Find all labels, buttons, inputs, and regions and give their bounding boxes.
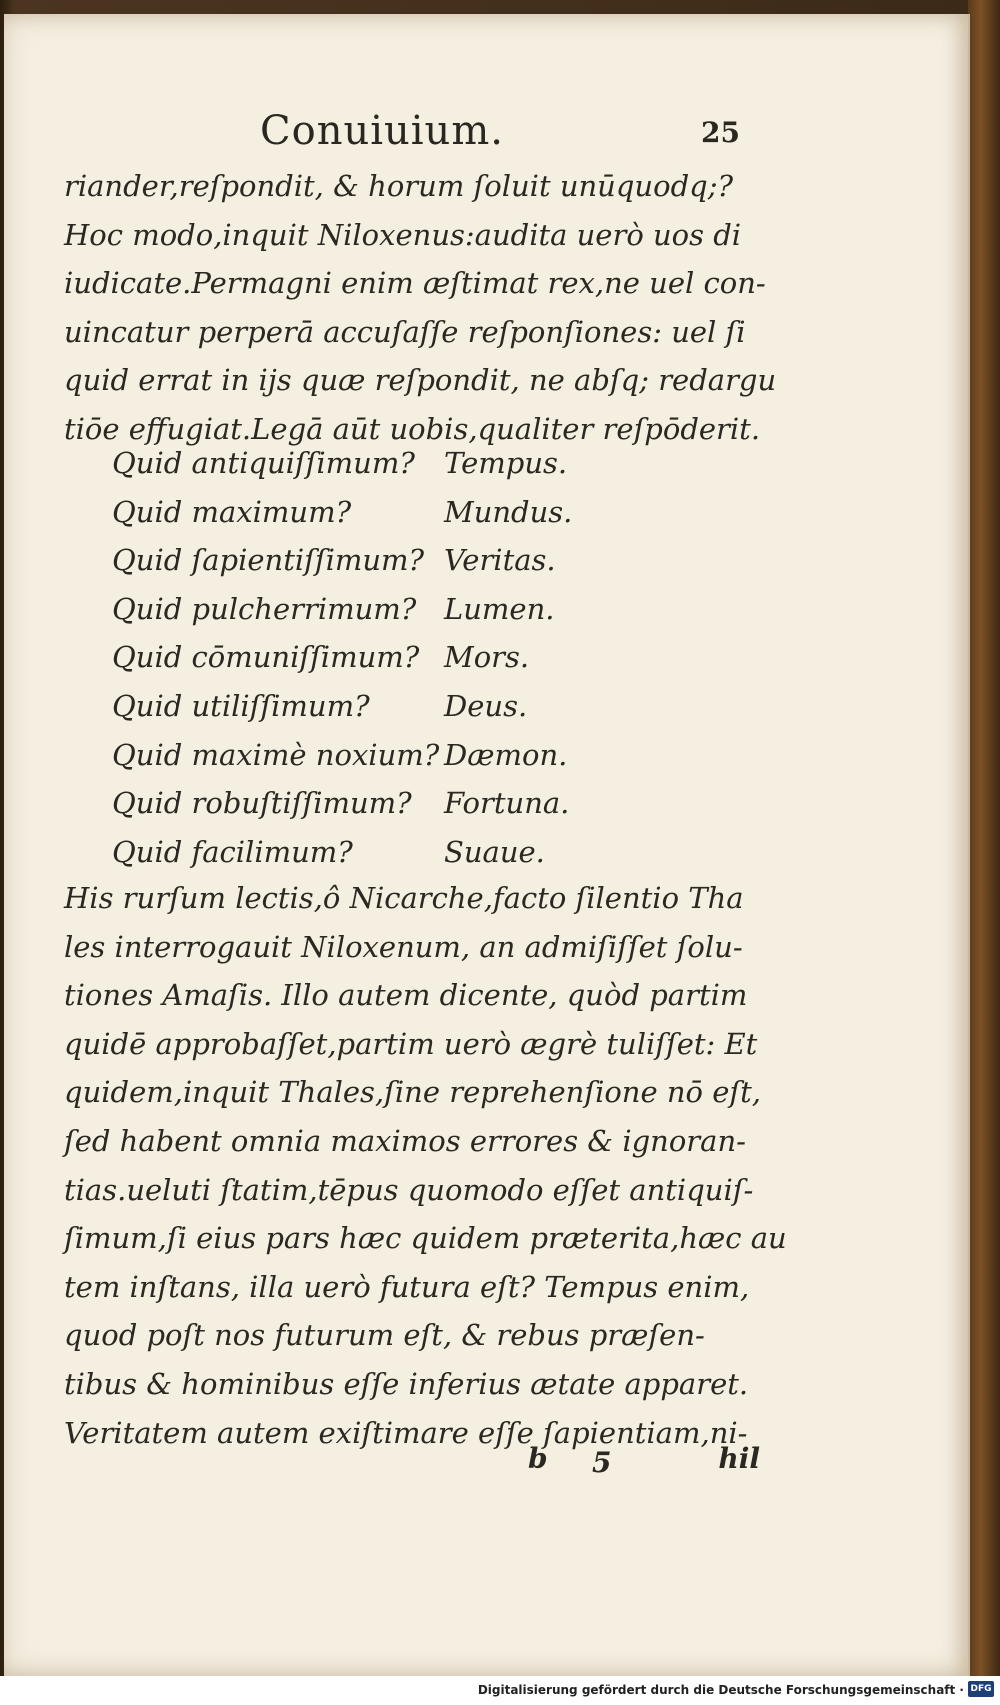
- text-line: Hoc modo,inquit Niloxenus:audita uerò uos di: [64, 217, 742, 252]
- question: Quid ſapientiſſimum?: [112, 543, 425, 578]
- answer: Mors.: [444, 640, 530, 675]
- qa-row: [112, 738, 672, 787]
- paragraph-1: [64, 162, 777, 454]
- text-line: ſimum,ſi eius pars hæc quidem præterita,hæc au: [64, 1221, 787, 1256]
- text-line: quidem,inquit Thales,ſine reprehenſione nō eſt,: [64, 1075, 761, 1110]
- text-line: riander,reſpondit, & horum ſoluit unūquodq;?: [64, 169, 734, 203]
- book-spine-edge: [968, 0, 1000, 1705]
- paragraph-2: [64, 874, 787, 1457]
- page-header: [260, 108, 740, 160]
- text-line: quod poſt nos futurum eſt, & rebus præſen-: [64, 1318, 705, 1353]
- page-footer: [520, 1442, 760, 1486]
- signature-number: 5: [592, 1446, 612, 1479]
- text-line: ſed habent omnia maximos errores & ignoran-: [64, 1123, 746, 1158]
- page-number: 25: [701, 116, 740, 149]
- text-line: quidē approbaſſet,partim uerò ægrè tuliſſet: Et: [64, 1026, 758, 1061]
- question-answer-list: [112, 446, 672, 883]
- question: Quid maximè noxium?: [112, 737, 440, 772]
- qa-row: [112, 543, 672, 592]
- qa-row: [112, 640, 672, 689]
- dfg-logo-icon: DFG: [968, 1681, 994, 1697]
- qa-row: [112, 592, 672, 641]
- qa-row: [112, 446, 672, 495]
- text-line: tibus & hominibus eſſe inferius ætate apparet.: [64, 1366, 749, 1401]
- answer: Suaue.: [444, 834, 545, 869]
- question: Quid robuſtiſſimum?: [112, 786, 412, 821]
- signature-mark: b: [528, 1442, 548, 1475]
- answer: Lumen.: [444, 591, 555, 626]
- answer: Mundus.: [444, 494, 573, 529]
- question: Quid cōmuniſſimum?: [112, 640, 420, 675]
- answer: Fortuna.: [444, 786, 570, 821]
- question: Quid utiliſſimum?: [112, 688, 370, 723]
- question: Quid facilimum?: [112, 834, 353, 869]
- text-line: tiones Amaſis. Illo autem dicente, quòd partim: [64, 978, 748, 1013]
- qa-row: [112, 689, 672, 738]
- text-line: les interrogauit Niloxenum, an admiſiſſet ſolu-: [64, 929, 743, 964]
- question: Quid pulcherrimum?: [112, 591, 417, 626]
- answer: Tempus.: [444, 446, 568, 480]
- text-line: iudicate.Permagni enim æſtimat rex,ne uel con-: [64, 266, 766, 301]
- answer: Veritas.: [444, 543, 556, 578]
- qa-row: [112, 495, 672, 544]
- answer: Deus.: [444, 688, 528, 723]
- qa-row: [112, 786, 672, 835]
- catchword: hil: [718, 1442, 760, 1475]
- text-line: Veritatem autem exiſtimare eſſe ſapientiam,ni-: [64, 1415, 748, 1450]
- answer: Dæmon.: [444, 737, 568, 772]
- text-line: His rurſum lectis,ô Nicarche,facto ſilentio Tha: [64, 881, 744, 915]
- question: Quid maximum?: [112, 494, 352, 529]
- text-line: tias.ueluti ſtatim,tēpus quomodo eſſet antiquiſ-: [64, 1172, 754, 1207]
- question: Quid antiquiſſimum?: [112, 446, 415, 480]
- text-line: uincatur perperā accuſaſſe reſponſiones: uel ſi: [64, 314, 746, 349]
- text-line: tiōe effugiat.Legā aūt uobis,qualiter reſpōderit.: [64, 411, 761, 446]
- text-line: tem inſtans, illa uerò futura eſt? Tempus enim,: [64, 1269, 750, 1304]
- digitization-credit: Digitalisierung gefördert durch die Deutsche Forschungsgemeinschaft ·: [477, 1683, 964, 1697]
- text-line: quid errat in ijs quæ reſpondit, ne abſq; redargu: [64, 363, 777, 398]
- running-title: Conuiuium.: [260, 108, 504, 154]
